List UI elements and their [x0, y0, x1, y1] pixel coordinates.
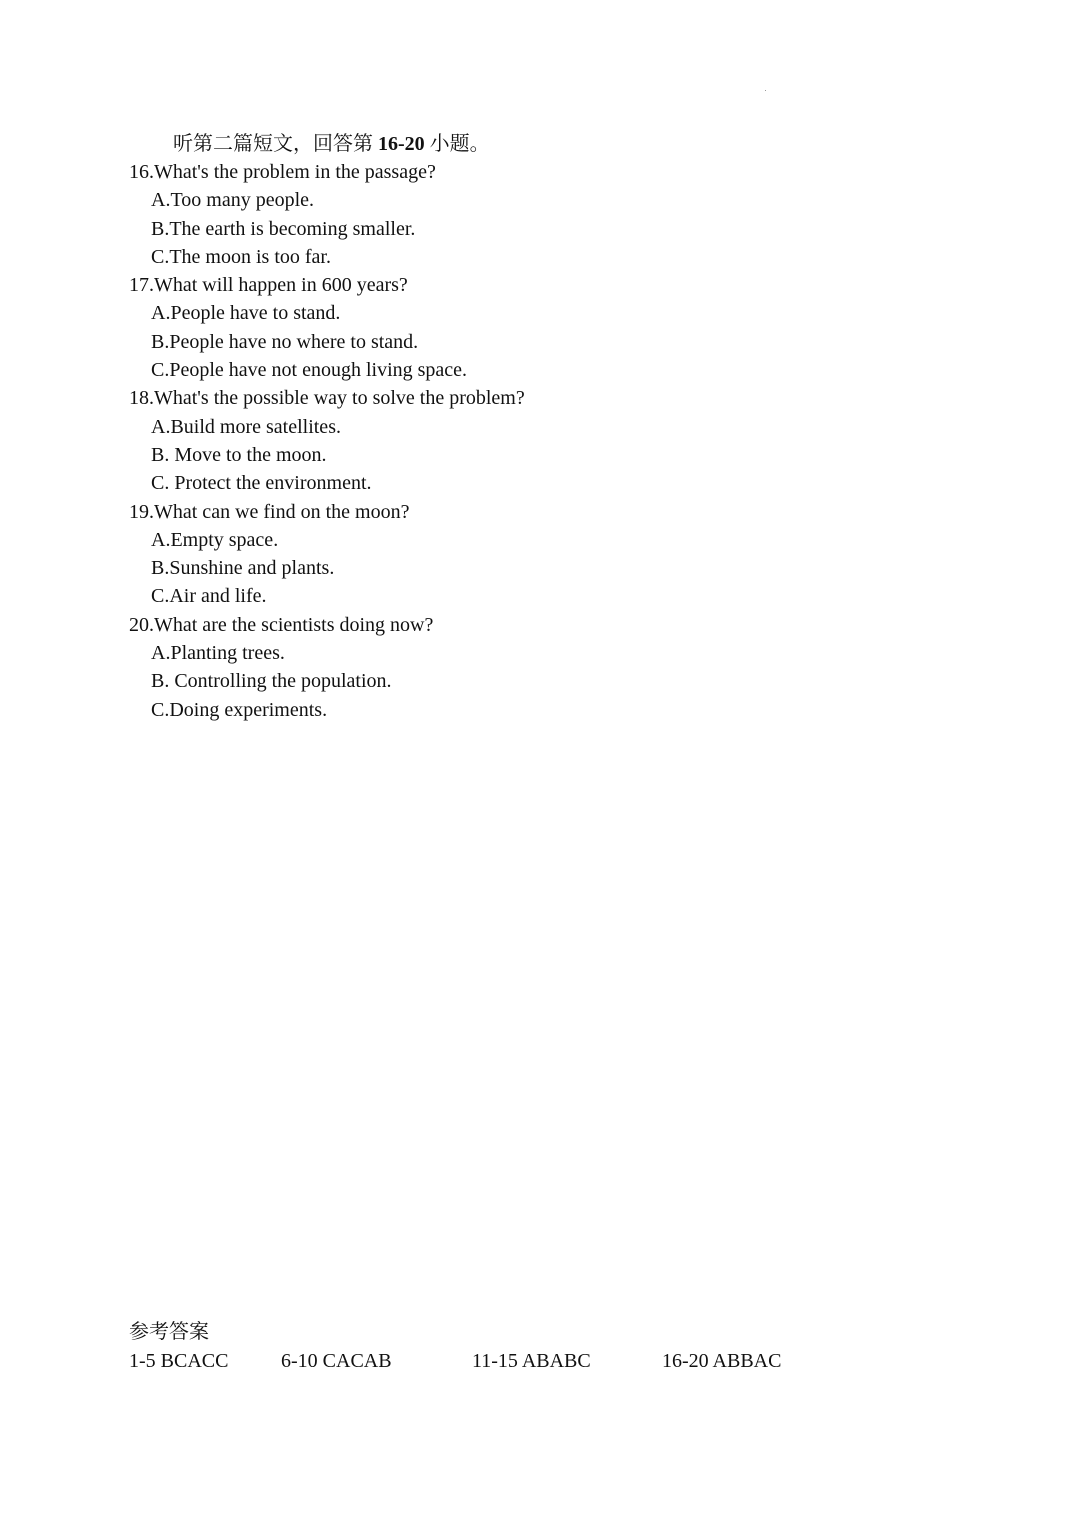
stray-mark	[765, 90, 766, 91]
section-instruction	[173, 130, 490, 158]
question-list	[129, 158, 525, 724]
question-20	[129, 611, 525, 724]
option-b: B. Move to the moon.	[151, 443, 327, 466]
question-stem: 19.What can we find on the moon?	[129, 500, 410, 523]
option-b: B.The earth is becoming smaller.	[151, 217, 416, 240]
answer-key-title: 参考答案	[129, 1321, 209, 1343]
option-a: A.Too many people.	[151, 189, 315, 212]
option-b: B.People have no where to stand.	[151, 330, 419, 353]
option-c: C.Air and life.	[151, 585, 267, 608]
instruction-range: 16-20	[378, 133, 425, 155]
question-stem: 16.What's the problem in the passage?	[129, 161, 436, 183]
question-18	[129, 384, 525, 497]
question-stem: 17.What will happen in 600 years?	[129, 274, 408, 297]
option-c: C.The moon is too far.	[151, 245, 331, 268]
question-19	[129, 498, 525, 611]
option-a: A.People have to stand.	[151, 302, 341, 325]
option-c: C. Protect the environment.	[151, 472, 372, 495]
answer-group-1-5: 1-5 BCACC	[129, 1350, 229, 1372]
question-stem: 18.What's the possible way to solve the problem?	[129, 387, 525, 410]
option-a: A.Planting trees.	[151, 642, 285, 665]
answer-group-11-15: 11-15 ABABC	[472, 1350, 591, 1372]
option-a: A.Build more satellites.	[151, 415, 341, 438]
option-a: A.Empty space.	[151, 528, 279, 551]
question-16	[129, 158, 525, 271]
option-b: B. Controlling the population.	[151, 670, 392, 693]
instruction-suffix: 小题。	[424, 133, 490, 155]
answer-group-16-20: 16-20 ABBAC	[662, 1350, 782, 1372]
question-stem: 20.What are the scientists doing now?	[129, 613, 434, 636]
option-c: C.People have not enough living space.	[151, 359, 468, 382]
question-17	[129, 271, 525, 384]
option-b: B.Sunshine and plants.	[151, 557, 335, 580]
option-c: C.Doing experiments.	[151, 698, 328, 721]
answer-group-6-10: 6-10 CACAB	[281, 1350, 392, 1372]
instruction-prefix: 听第二篇短文，回答第	[173, 133, 378, 155]
